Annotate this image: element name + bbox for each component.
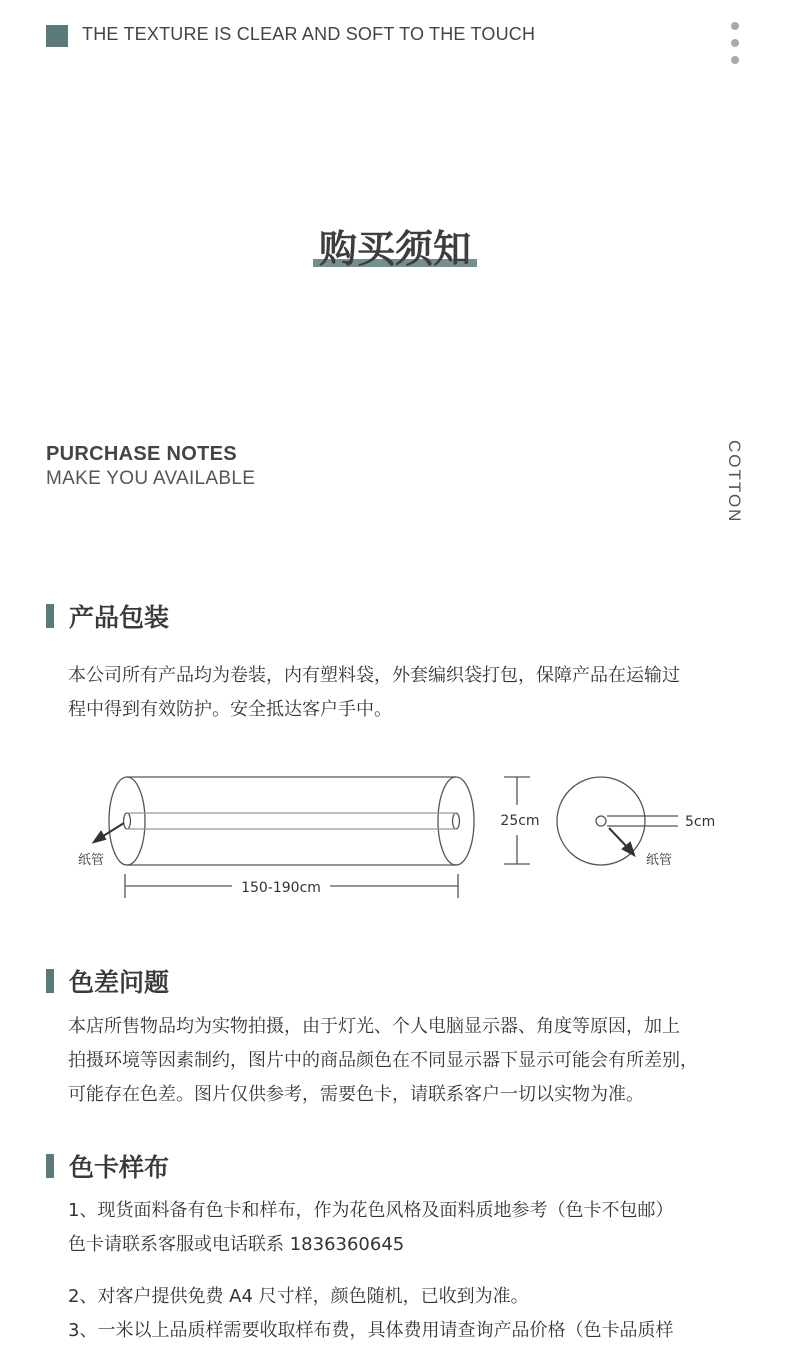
section-heading-color-diff	[46, 966, 169, 996]
paragraph-line: 本店所售物品均为实物拍摄，由于灯光、个人电脑显示器、角度等原因，加上	[68, 1016, 680, 1037]
section-marker	[46, 604, 54, 628]
diameter-label: 25cm	[500, 813, 540, 829]
roll-right-end	[438, 777, 474, 865]
tube-label-left: 纸管	[78, 853, 105, 868]
page-title-text: 购买须知	[318, 227, 471, 271]
section-marker	[46, 1154, 54, 1178]
accent-square-icon	[46, 25, 68, 47]
side-label-cotton: COTTON	[725, 440, 744, 524]
paragraph-line: 2、对客户提供免费 A4 尺寸样，颜色随机，已收到为准。	[68, 1286, 529, 1307]
core-label: 5cm	[685, 814, 716, 830]
paragraph-line: 本公司所有产品均为卷装，内有塑料袋，外套编织袋打包，保障产品在运输过	[68, 665, 680, 686]
paragraph-line: 可能存在色差。图片仅供参考，需要色卡，请联系客户一切以实物为准。	[68, 1084, 644, 1105]
subtitle-line2: MAKE YOU AVAILABLE	[46, 468, 256, 489]
roll-left-end	[109, 777, 145, 865]
roll-diagram	[0, 760, 790, 910]
section-title: 色卡样布	[69, 1153, 170, 1182]
swatch-item-1	[68, 1194, 748, 1262]
swatch-item-2	[68, 1280, 748, 1348]
length-label: 150-190cm	[241, 880, 321, 896]
packaging-paragraph	[68, 659, 748, 727]
page-title	[313, 218, 477, 273]
section-marker	[46, 969, 54, 993]
subtitle-line1: PURCHASE NOTES	[46, 443, 237, 465]
paragraph-line: 拍摄环境等因素制约，图片中的商品颜色在不同显示器下显示可能会有所差别，	[68, 1050, 698, 1071]
section-title: 色差问题	[69, 968, 170, 997]
color-diff-paragraph	[68, 1010, 748, 1112]
section-heading-packaging	[46, 601, 169, 631]
paragraph-line: 程中得到有效防护。安全抵达客户手中。	[68, 699, 392, 720]
paragraph-line: 1、现货面料备有色卡和样布，作为花色风格及面料质地参考（色卡不包邮）	[68, 1200, 674, 1221]
title-container	[0, 218, 790, 273]
section-title: 产品包装	[69, 603, 170, 632]
tube-label-right: 纸管	[646, 853, 673, 868]
section-heading-swatch	[46, 1151, 169, 1181]
paragraph-line: 色卡请联系客服或电话联系 1836360645	[68, 1234, 405, 1255]
header-tagline: THE TEXTURE IS CLEAR AND SOFT TO THE TOUCH	[82, 24, 536, 44]
more-vertical-icon[interactable]	[726, 22, 744, 66]
paragraph-line: 3、一米以上品质样需要收取样布费，具体费用请查询产品价格（色卡品质样	[68, 1320, 674, 1341]
